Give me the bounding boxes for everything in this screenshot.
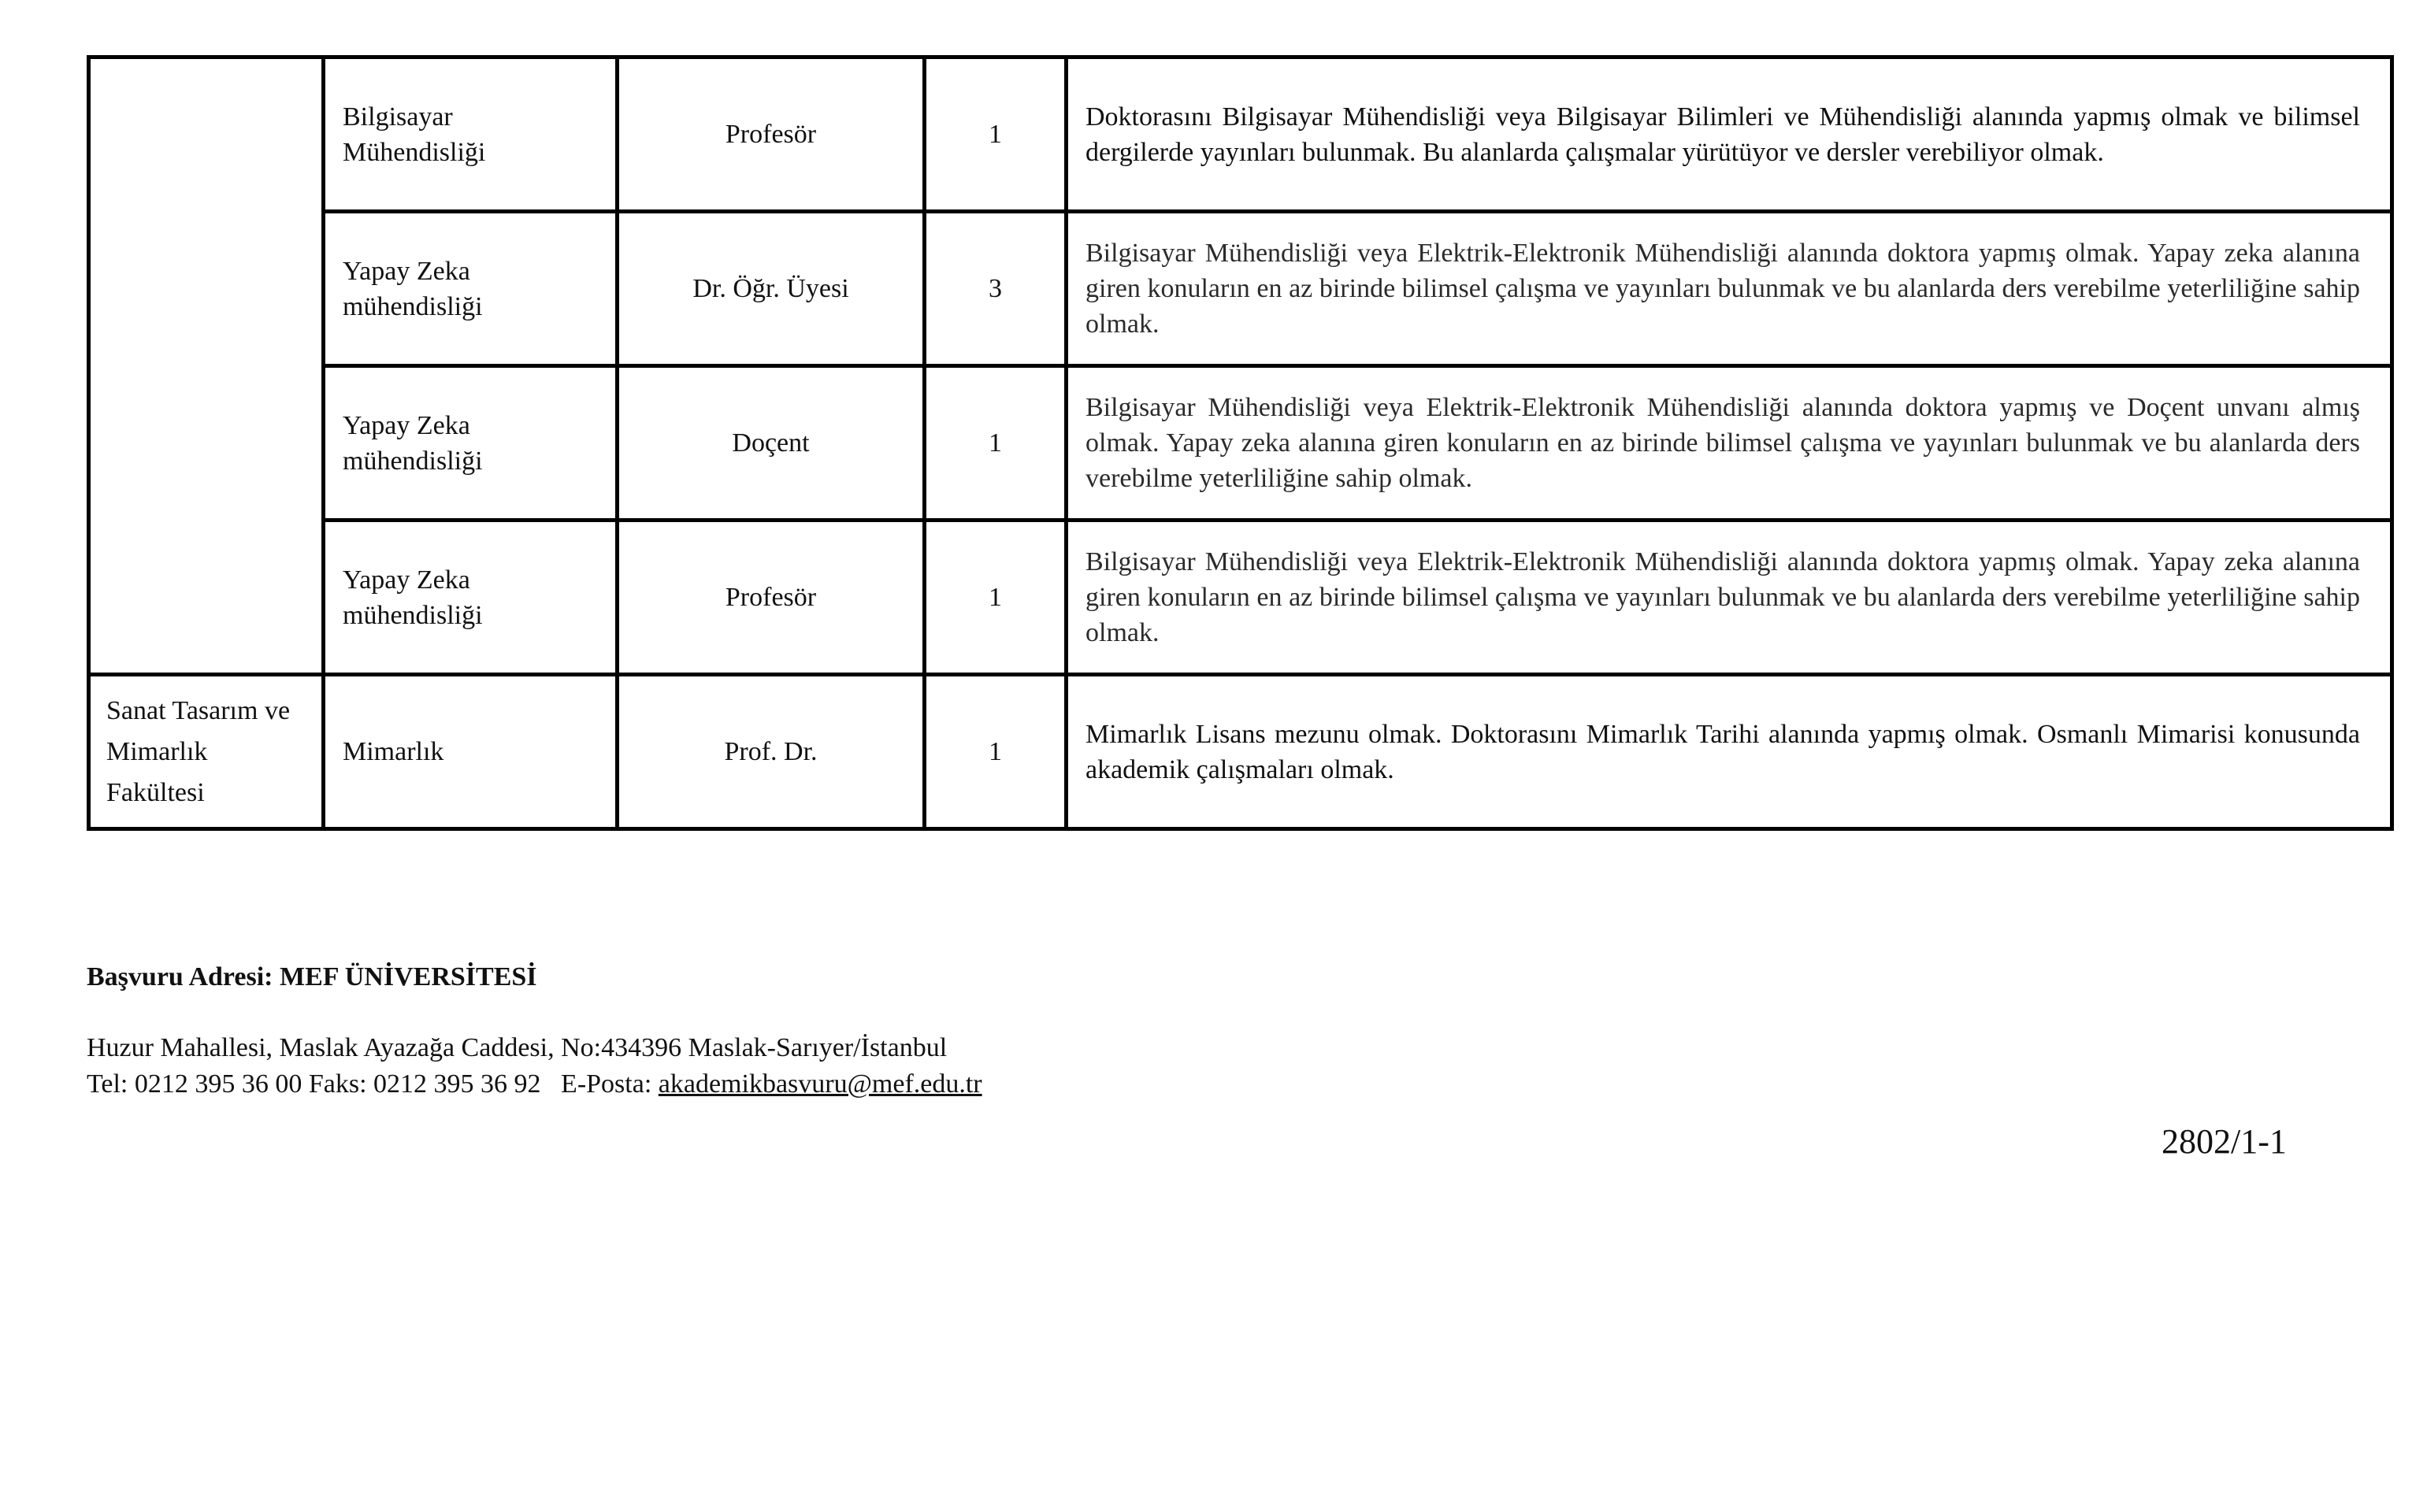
count-cell xyxy=(925,366,1067,521)
count-cell xyxy=(925,212,1067,366)
table-row xyxy=(89,57,2392,212)
position-count: 1 xyxy=(989,737,1002,766)
position-count: 3 xyxy=(989,274,1002,303)
requirements-text: Doktorasını Bilgisayar Mühendisliği veya Bilgisayar Bilimleri ve Mühendisliği alanında yapmış olmak ve bilimsel dergilerde yayınları bulunmak. Bu alanlarda çalışmalar yürütüyor ve dersler verebiliyor olmak. xyxy=(1085,102,2360,167)
position-count: 1 xyxy=(989,428,1002,458)
department-cell xyxy=(324,366,618,521)
department-label: Yapay Zeka mühendisliği xyxy=(343,410,483,476)
academic-title: Profesör xyxy=(725,583,817,612)
faculty-label: Sanat Tasarım ve Mimarlık Fakültesi xyxy=(106,695,291,807)
requirements-text: Bilgisayar Mühendisliği veya Elektrik-Elektronik Mühendisliği alanında doktora yapmış olmak. Yapay zeka alanına giren konuların en az birinde bilimsel çalışma ve yayınları bulunmak ve bu alanlarda ders verebilme yeterliliğine sahip olmak. xyxy=(1085,239,2360,339)
faculty-cell-art-design xyxy=(89,675,324,829)
title-cell xyxy=(618,675,925,829)
academic-title: Doçent xyxy=(732,428,810,458)
department-label: Yapay Zeka mühendisliği xyxy=(343,256,483,321)
requirements-cell xyxy=(1067,366,2392,521)
requirements-cell xyxy=(1067,57,2392,212)
department-cell xyxy=(324,675,618,829)
address-heading: Başvuru Adresi: MEF ÜNİVERSİTESİ xyxy=(87,962,537,991)
requirements-text: Bilgisayar Mühendisliği veya Elektrik-Elektronik Mühendisliği alanında doktora yapmış ve Doçent unvanı almış olmak. Yapay zeka alanına giren konuların en az birinde bilimsel çalışma ve yayınları bulunmak ve bu alanlarda ders verebilme yeterliliğine sahip olmak. xyxy=(1085,393,2360,493)
table-row xyxy=(89,521,2392,675)
requirements-cell xyxy=(1067,212,2392,366)
email-link[interactable]: akademikbasvuru@mef.edu.tr xyxy=(658,1069,982,1099)
department-label: Mimarlık xyxy=(343,737,444,766)
table-row xyxy=(89,366,2392,521)
title-cell xyxy=(618,521,925,675)
department-label: Bilgisayar Mühendisliği xyxy=(343,102,486,167)
table-row xyxy=(89,212,2392,366)
academic-title: Profesör xyxy=(725,120,817,149)
requirements-text: Mimarlık Lisans mezunu olmak. Doktorasını Mimarlık Tarihi alanında yapmış olmak. Osmanlı Mimarisi konusunda akademik çalışmaları olmak. xyxy=(1085,719,2360,784)
requirements-cell xyxy=(1067,521,2392,675)
requirements-cell xyxy=(1067,675,2392,829)
department-cell xyxy=(324,57,618,212)
department-label: Yapay Zeka mühendisliği xyxy=(343,565,483,630)
title-cell xyxy=(618,366,925,521)
address-line: Huzur Mahallesi, Maslak Ayazağa Caddesi, No:434396 Maslak-Sarıyer/İstanbul xyxy=(87,1033,948,1062)
academic-title: Dr. Öğr. Üyesi xyxy=(692,274,849,303)
application-address xyxy=(87,959,982,1102)
positions-table xyxy=(87,55,2394,831)
contact-numbers: Tel: 0212 395 36 00 Faks: 0212 395 36 92 E-Posta: xyxy=(87,1069,659,1099)
requirements-text: Bilgisayar Mühendisliği veya Elektrik-Elektronik Mühendisliği alanında doktora yapmış olmak. Yapay zeka alanına giren konuların en az birinde bilimsel çalışma ve yayınları bulunmak ve bu alanlarda ders verebilme yeterliliğine sahip olmak. xyxy=(1085,547,2360,647)
academic-title: Prof. Dr. xyxy=(724,737,818,766)
department-cell xyxy=(324,212,618,366)
position-count: 1 xyxy=(989,120,1002,149)
title-cell xyxy=(618,57,925,212)
table-row xyxy=(89,675,2392,829)
count-cell xyxy=(925,57,1067,212)
count-cell xyxy=(925,521,1067,675)
faculty-cell-engineering xyxy=(89,57,324,675)
document-number: 2802/1-1 xyxy=(2162,1122,2287,1161)
department-cell xyxy=(324,521,618,675)
position-count: 1 xyxy=(989,583,1002,612)
contact-line xyxy=(87,1066,982,1102)
count-cell xyxy=(925,675,1067,829)
title-cell xyxy=(618,212,925,366)
